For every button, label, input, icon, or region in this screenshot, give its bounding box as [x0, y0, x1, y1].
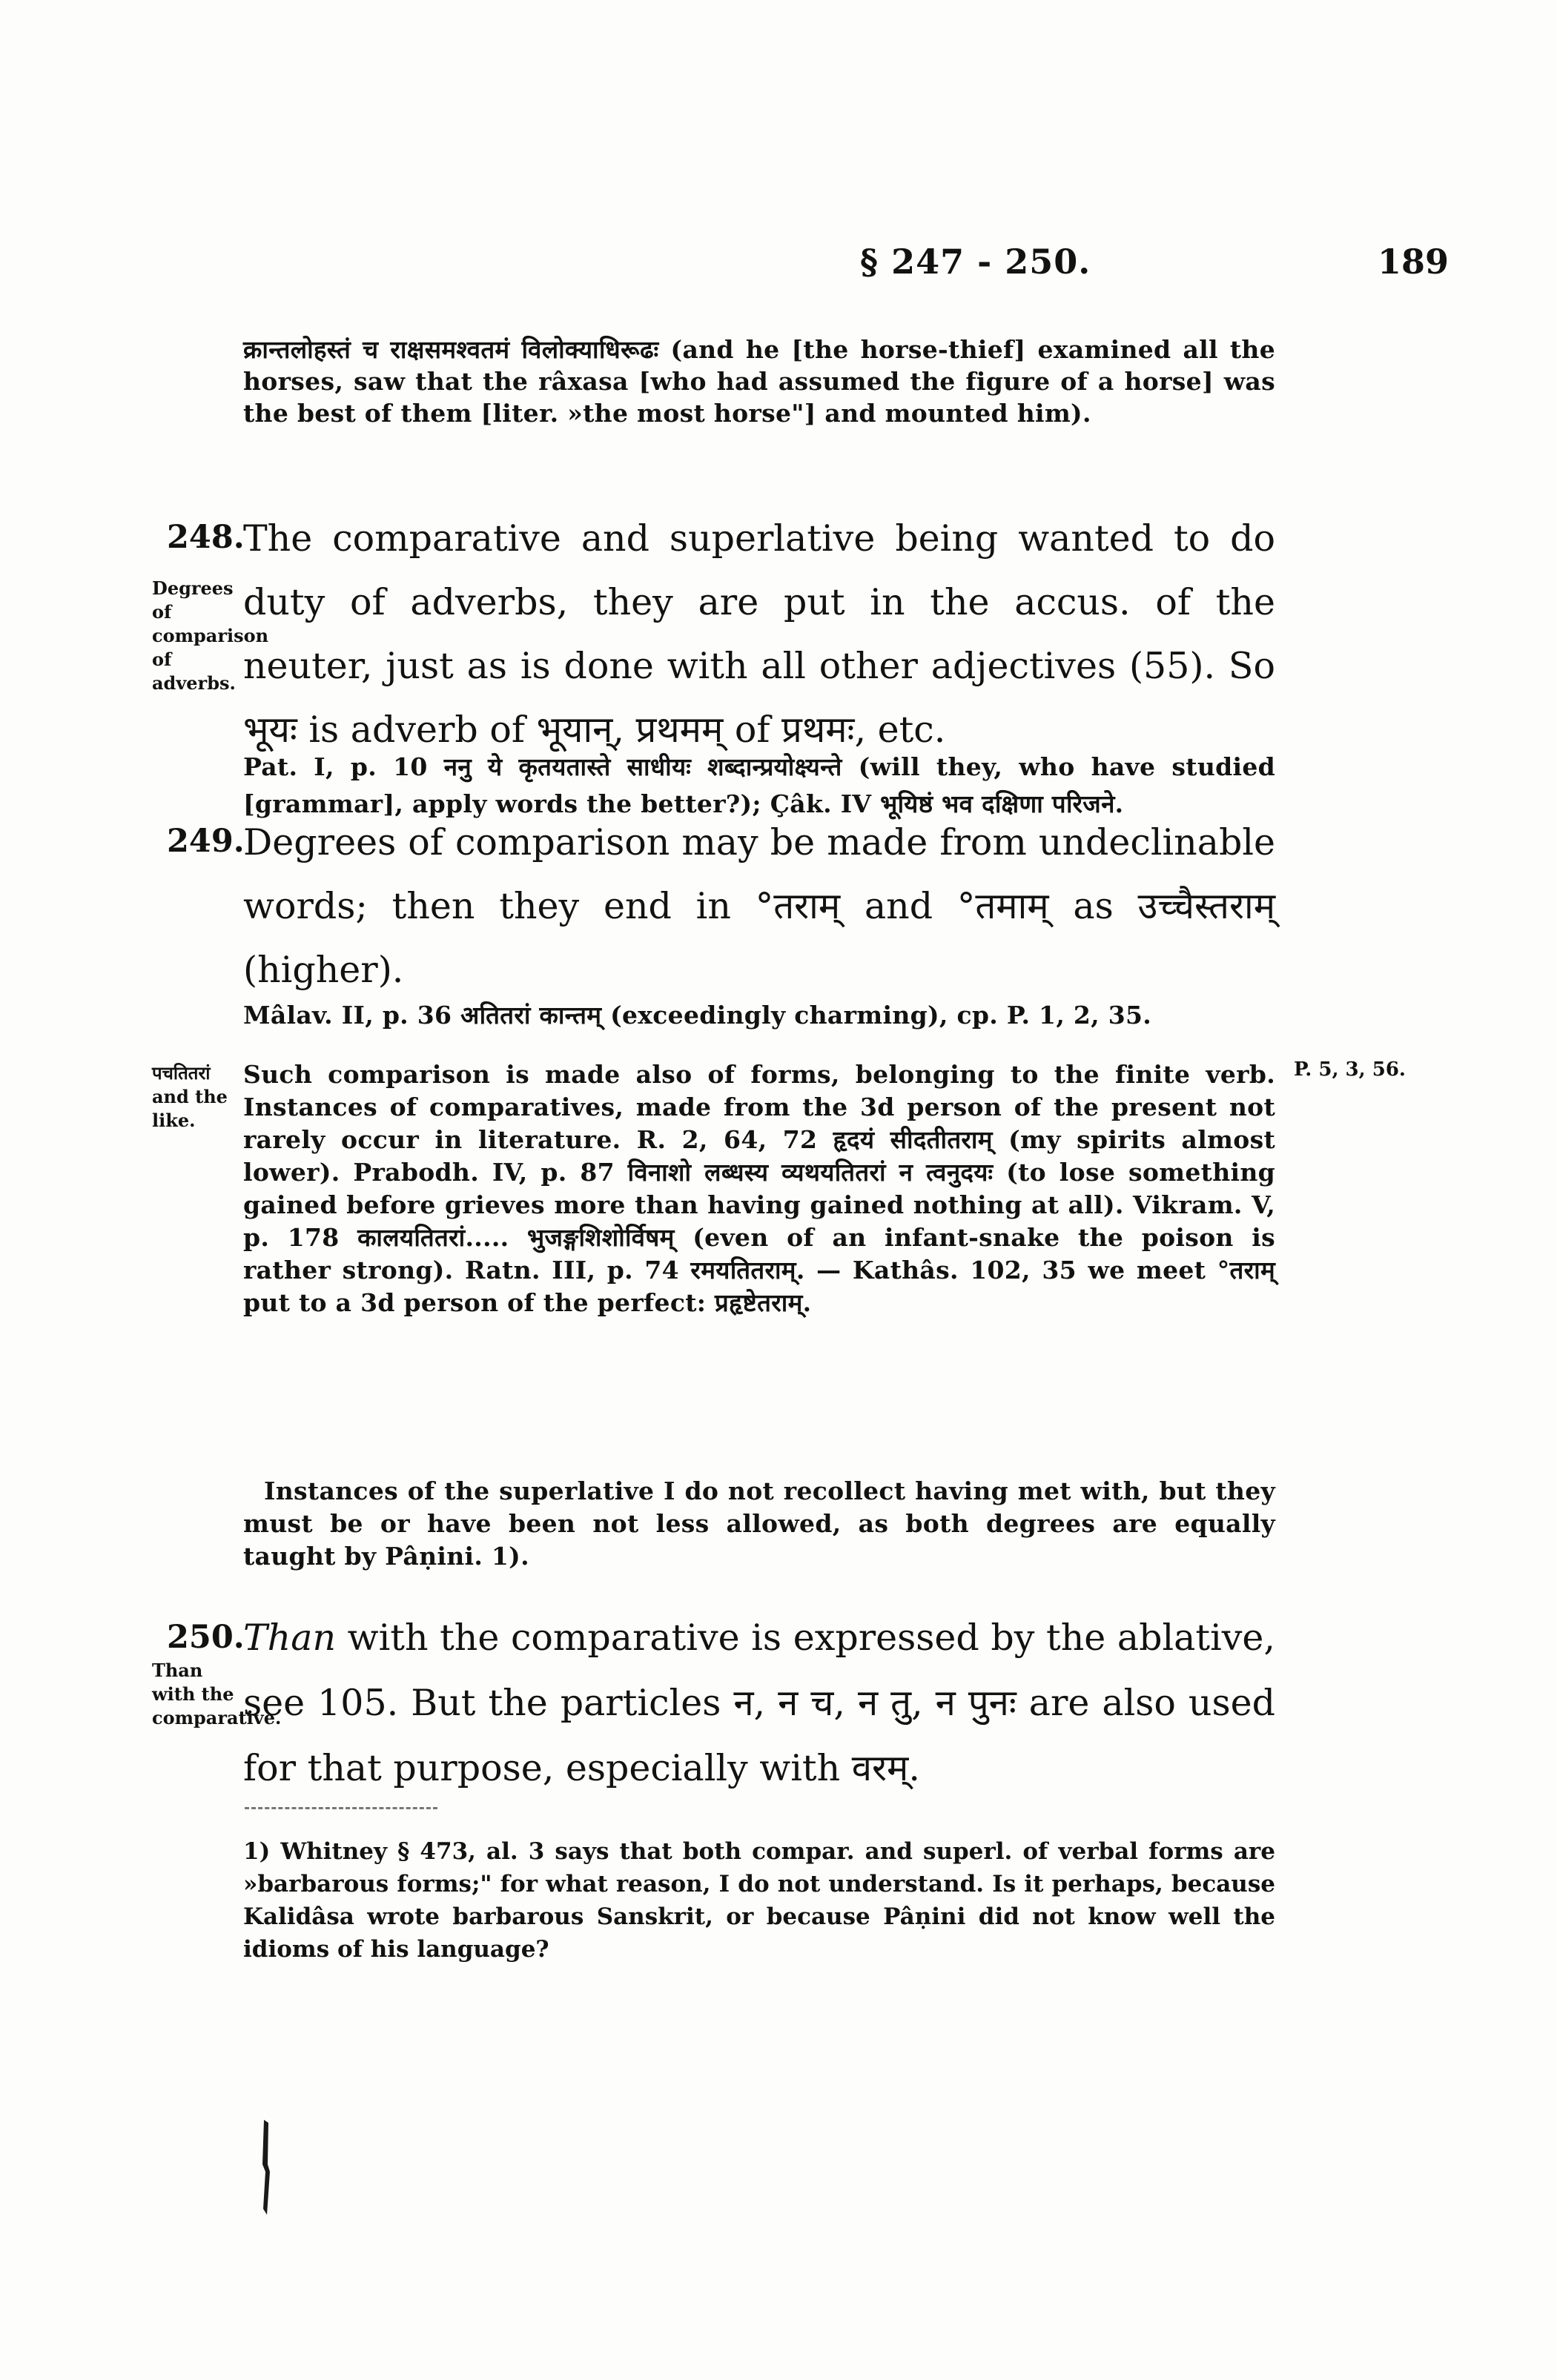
paragraph-249-finite-verb: Such comparison is made also of forms, belonging to the finite verb. Instances of comparatives, made from the 3d person of the present not rarely occur in literature. R. 2, 64, 72 हृदयं सीदतीतराम् (my spirits almost lower). Prabodh. IV, p. 87 विनाशो लब्धस्य व्यथयतितरां न त्वनुदयः (to lose something gained before grieves more than having gained nothing at all). Vikram. V, p. 178 कालयतितरां..... भुजङ्गशिशोर्विषम् (even of an infant-snake the poison is rather strong). Ratn. III, p. 74 रमयतितराम्. — Kathâs. 102, 35 we meet °तराम् put to a 3d person of the perfect: प्रहृष्टेतराम्. — [243, 1060, 1275, 1317]
paragraph-248: The comparative and superlative being wanted to do duty of adverbs, they are put in the accus. of the neuter, just as is done with all other adjectives (55). So भूयः is adverb of भूयान्, प्रथमम् of प्रथमः, etc. — [243, 517, 1275, 751]
section-number-250: 250. — [167, 1619, 245, 1656]
paragraph-249: Degrees of comparison may be made from undeclinable words; then they end in °तराम् and °तमाम् as उच्चैस्तराम् (higher). — [243, 821, 1275, 991]
paragraph-249-superlative: Instances of the superlative I do not recollect having met with, but they must be or have been not less allowed, as both degrees are equally taught by Pâṇini. 1). — [243, 1476, 1275, 1571]
margin-note-248: Degrees of comparison of adverbs. — [152, 577, 269, 694]
paragraph-250-text: with the comparative is expressed by the ablative, see 105. But the particles न, न च, न तु, न पुनः are also used for that purpose, especially with वरम्. — [243, 1617, 1275, 1789]
paragraph-248-examples: Pat. I, p. 10 ननु ये कृतयतास्ते साधीयः शब्दान्प्रयोक्ष्यन्ते (will they, who have studied [grammar], apply words the better?); Çâk. IV भूयिष्ठं भव दक्षिणा परिजने. — [243, 752, 1275, 818]
right-margin-reference: P. 5, 3, 56. — [1294, 1058, 1406, 1081]
margin-note-250: Than with the comparative. — [152, 1660, 282, 1728]
section-number-249: 249. — [167, 823, 245, 860]
section-number-248: 248. — [167, 519, 245, 556]
section-range: § 247 - 250. — [860, 242, 1091, 282]
paragraph-250 — [243, 1605, 1275, 1801]
footnote-separator — [245, 1807, 437, 1809]
emphasis-than: Than — [243, 1617, 337, 1659]
page-edge-mark — [261, 2120, 271, 2216]
margin-note-249b: पचतितरां and the like. — [152, 1062, 228, 1131]
page-header — [0, 242, 1557, 286]
page-number: 189 — [1378, 242, 1449, 282]
footnote-1: 1) Whitney § 473, al. 3 says that both compar. and superl. of verbal forms are »barbarous forms;" for what reason, I do not understand. Is it perhaps, because Kalidâsa wrote barbarous Sanskrit, or because Pâṇini did not know well the idioms of his language? — [243, 1838, 1275, 1963]
paragraph-example-continued: क्रान्तलोहस्तं च राक्षसमश्वतमं विलोक्याधिरूढः (and he [the horse-thief] examined all the horses, saw that the râxasa [who had assumed the figure of a horse] was the best of them [liter. »the most horse"] and mounted him). — [243, 335, 1275, 428]
paragraph-249-examples: Mâlav. II, p. 36 अतितरां कान्तम् (exceedingly charming), cp. P. 1, 2, 35. — [243, 1001, 1152, 1030]
